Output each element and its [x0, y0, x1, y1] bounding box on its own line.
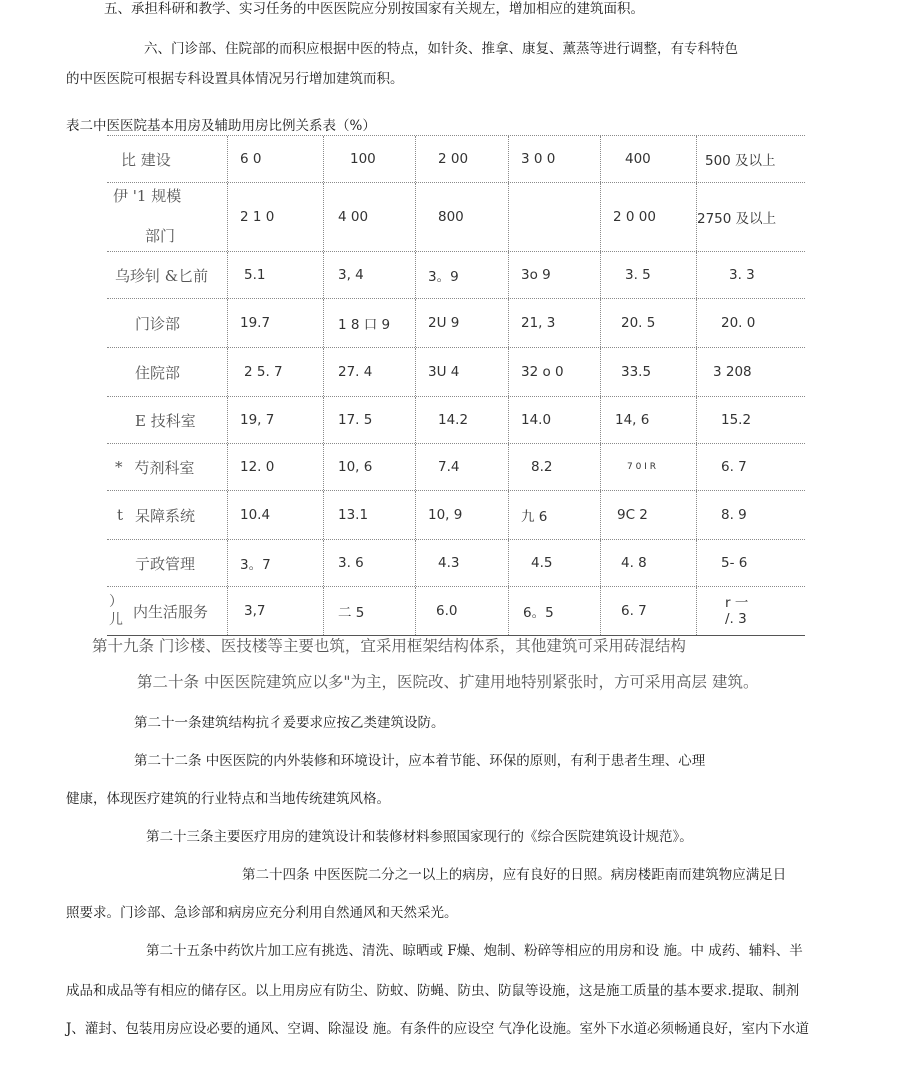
row-label: 门诊部: [135, 314, 181, 333]
corner-label-bottom: 部门: [145, 227, 176, 245]
table-cell: 3 208: [696, 348, 805, 396]
table-cell: 13.1: [323, 491, 415, 539]
article-19: 第十九条 门诊楼、医技楼等主要也筑，宜采用框架结构体系，其他建筑可采用砖混结构: [92, 637, 686, 655]
table-cell: 二 5: [323, 587, 415, 635]
scale-cell: [508, 183, 600, 251]
table-row: [107, 252, 805, 299]
article-25-line-1: 第二十五条中药饮片加工应有挑选、清洗、晾晒或 F燥、炮制、粉碎等相应的用房和设 施。中 成药、辅料、半: [146, 943, 803, 959]
table-cell: 32 o 0: [508, 348, 600, 396]
table-row: [107, 299, 805, 348]
table-cell: 4.3: [415, 540, 508, 586]
corner-label-top: 比 建设: [121, 151, 171, 169]
table-cell: 19.7: [227, 299, 323, 347]
table-row: [107, 444, 805, 491]
row-label: * 芍剂科室: [115, 458, 195, 477]
article-20: 第二十条 中医医院建筑应以多"为主，医院改、扩建用地特别紧张时，方可采用高层 建筑。: [137, 673, 759, 691]
table-cell: 3,7: [227, 587, 323, 635]
paragraph-6-line-1: 六、门诊部、住院部的而积应根据中医的特点，如针灸、推拿、康复、薰蒸等进行调整，有专科特色: [144, 41, 738, 57]
table-cell: 8. 9: [696, 491, 805, 539]
table-cell: 3U 4: [415, 348, 508, 396]
article-24-line-1: 第二十四条 中医医院二分之一以上的病房，应有良好的日照。病房楼距南而建筑物应满足日: [242, 867, 787, 883]
table-cell: 4. 8: [600, 540, 696, 586]
table-caption: 表二中医医院基本用房及辅助用房比例关系表（%）: [66, 118, 376, 134]
table-header-row-2: [107, 183, 805, 252]
scale-cell: 2 0 00: [600, 183, 696, 251]
table-cell: 17. 5: [323, 397, 415, 443]
table-cell: 2U 9: [415, 299, 508, 347]
table-cell: 33.5: [600, 348, 696, 396]
table-cell: 10, 9: [415, 491, 508, 539]
table-cell: 8.2: [508, 444, 600, 490]
row-label: 住院部: [135, 363, 181, 382]
scale-cell: 400: [600, 136, 696, 182]
table-row: [107, 397, 805, 444]
scale-cell: 800: [415, 183, 508, 251]
table-cell: 20. 0: [696, 299, 805, 347]
article-25-line-2: 成品和成品等有相应的储存区。以上用房应有防尘、防蚊、防蝇、防虫、防鼠等设施，这是施工质量的基本要求.提取、制剂: [66, 983, 800, 999]
row-label: 乌珍钊 &匕前: [115, 266, 209, 285]
scale-cell: 500 及以上: [696, 136, 805, 182]
table-cell: 3。9: [415, 252, 508, 298]
scale-cell: 4 00: [323, 183, 415, 251]
scale-cell: 2 1 0: [227, 183, 323, 251]
table-cell: 14.2: [415, 397, 508, 443]
row-prefix: t: [117, 506, 124, 524]
article-25-line-3: J、灌封、包装用房应设必要的通风、空调、除湿设 施。有条件的应设空 气净化设施。室外下水道必须畅通良好，室内下水道: [66, 1021, 809, 1037]
row-label: E 技科室: [135, 411, 196, 430]
table-cell: 7 0 I R: [600, 444, 696, 490]
scale-cell: 100: [323, 136, 415, 182]
table-cell: 3. 5: [600, 252, 696, 298]
table-row: [107, 348, 805, 397]
table-cell: 九 6: [508, 491, 600, 539]
scale-cell: 3 0 0: [508, 136, 600, 182]
table-cell: 14, 6: [600, 397, 696, 443]
table-cell: 19, 7: [227, 397, 323, 443]
table-cell: 5.1: [227, 252, 323, 298]
table-cell: 2 5. 7: [227, 348, 323, 396]
table-cell: r 一 /. 3: [696, 587, 805, 635]
table-row: [107, 491, 805, 540]
table-cell: 3. 6: [323, 540, 415, 586]
table-cell: 15.2: [696, 397, 805, 443]
scale-cell: 2 00: [415, 136, 508, 182]
table-cell: 3. 3: [696, 252, 805, 298]
table-cell: 27. 4: [323, 348, 415, 396]
row-label: t 呆障系统: [117, 506, 196, 525]
table-cell: 1 8 口 9: [323, 299, 415, 347]
table-cell: 9C 2: [600, 491, 696, 539]
article-22-line-2: 健康，体现医疗建筑的行业特点和当地传统建筑风格。: [66, 791, 390, 807]
article-21: 第二十一条建筑结构抗彳爰要求应按乙类建筑设防。: [134, 715, 445, 731]
scale-cell: 2750 及以上: [696, 183, 805, 251]
row-label: 亍政管理: [135, 554, 196, 573]
table-cell: 12. 0: [227, 444, 323, 490]
table-cell: 10.4: [227, 491, 323, 539]
table-header-row-1: [107, 135, 805, 183]
table-cell: 4.5: [508, 540, 600, 586]
table-cell: 5- 6: [696, 540, 805, 586]
table-cell: 7.4: [415, 444, 508, 490]
article-24-line-2: 照要求。门诊部、急诊部和病房应充分利用自然通风和天然采光。: [66, 905, 458, 921]
table-cell: 6. 7: [696, 444, 805, 490]
table-cell: 3o 9: [508, 252, 600, 298]
table-cell: 3, 4: [323, 252, 415, 298]
ratio-table: [107, 135, 805, 636]
table-cell: 10, 6: [323, 444, 415, 490]
row-label: ） 儿 内生活服务: [109, 594, 209, 628]
table-cell: 21, 3: [508, 299, 600, 347]
article-23: 第二十三条主要医疗用房的建筑设计和装修材料参照国家现行的《综合医院建筑设计规范》。: [146, 829, 693, 845]
scale-cell: 6 0: [227, 136, 323, 182]
row-prefix: *: [115, 458, 123, 476]
article-22-line-1: 第二十二条 中医医院的内外装修和环境设计，应本着节能、环保的原则，有利于患者生理、心理: [134, 753, 706, 769]
paragraph-5: 五、承担科研和教学、实习任务的中医医院应分别按国家有关规左，增加相应的建筑面积。: [104, 1, 644, 17]
table-cell: 6。5: [508, 587, 600, 635]
corner-label-mid: 伊 '1 规模: [113, 187, 182, 205]
paragraph-6-line-2: 的中医医院可根据专科设置具体情况另行增加建筑而积。: [66, 71, 404, 87]
table-cell: 3。7: [227, 540, 323, 586]
table-row: [107, 540, 805, 587]
table-cell: 14.0: [508, 397, 600, 443]
row-prefix: ） 儿: [109, 594, 123, 628]
table-cell: 6.0: [415, 587, 508, 635]
table-cell: 20. 5: [600, 299, 696, 347]
table-row: [107, 587, 805, 636]
table-cell: 6. 7: [600, 587, 696, 635]
